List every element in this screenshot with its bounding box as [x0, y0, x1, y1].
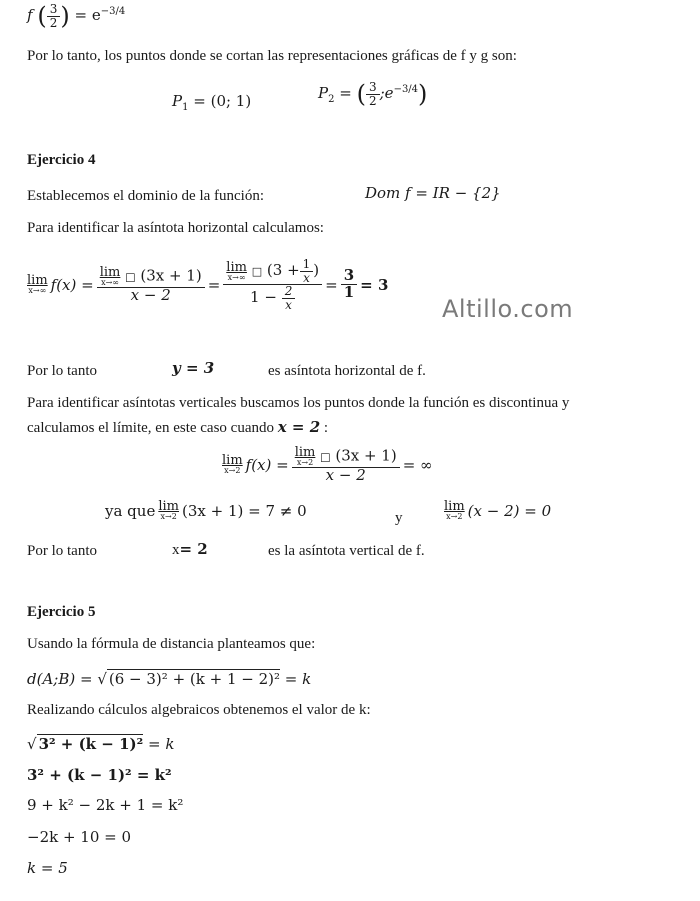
- frac1-den: x − 2: [130, 285, 171, 304]
- lim-label: lim: [99, 264, 121, 280]
- inner-num: 2: [282, 285, 296, 299]
- distance-radicand: (6 − 3)² + (k + 1 − 2)²: [108, 670, 281, 688]
- exponent: −3/4: [100, 6, 126, 17]
- points-intro: Por lo tanto, los puntos donde se cortan las representaciones gráficas de f y g son:: [27, 48, 517, 64]
- lim-operator: [226, 261, 247, 282]
- lim-operator: [100, 266, 121, 287]
- lim2-num-text: (3x + 1): [335, 446, 397, 465]
- frac2-num-a: (3 +: [266, 261, 300, 280]
- ex5-heading: Ejercicio 5: [27, 604, 96, 620]
- lim-label: lim: [222, 453, 243, 469]
- ya-que-formula: (3x + 1) = 7 ≠ 0: [181, 501, 307, 520]
- horizontal-text: Para identificar la asíntota horizontal calculamos:: [27, 220, 324, 236]
- y-conjunction: y: [395, 510, 403, 526]
- frac3: [341, 268, 357, 301]
- step1-rest: = k: [147, 735, 175, 753]
- frac1: [97, 266, 205, 304]
- p1-label: P: [172, 92, 183, 110]
- frac1-num: [97, 266, 205, 288]
- vertical-text-2-body: calculamos el límite, en este caso cuando: [27, 420, 274, 436]
- eq1: =: [207, 275, 221, 294]
- step-4: −2k + 10 = 0: [27, 828, 132, 846]
- denominator: 2: [49, 15, 58, 30]
- vertical-text-2: [27, 418, 328, 437]
- vertical-limit: [222, 446, 433, 484]
- distance-lhs: d(A;B) =: [27, 670, 93, 688]
- horizontal-limit: [27, 258, 388, 311]
- lim2-num: [292, 446, 400, 468]
- eq2: =: [325, 275, 338, 294]
- f-symbol: f: [27, 6, 33, 24]
- lim-label: lim: [444, 499, 465, 514]
- conclusion-b: es asíntota horizontal de f.: [268, 363, 426, 379]
- numerator: 3: [47, 3, 61, 17]
- and-formula: (x − 2) = 0: [467, 501, 552, 520]
- frac2: [223, 258, 322, 311]
- eq3: = 3: [360, 275, 389, 294]
- ya-que-expr: [105, 500, 307, 521]
- vert-conclusion-formula: [172, 540, 208, 559]
- denominator: 2: [368, 93, 377, 108]
- p2-sub: 2: [328, 94, 335, 105]
- watermark: Altillo.com: [442, 295, 574, 323]
- lim-sub: x→∞: [28, 286, 47, 296]
- box-glyph: □: [251, 265, 263, 279]
- frac3-num: 3: [341, 268, 357, 285]
- vert-formula: = 2: [179, 540, 208, 558]
- frac3-den: 1: [343, 283, 355, 302]
- box-glyph: □: [125, 270, 136, 284]
- ya-que-text: ya que: [105, 501, 156, 520]
- lim-sub: x→∞: [227, 272, 246, 282]
- lim-sub: x→2: [160, 512, 177, 521]
- rhs: = e: [74, 6, 101, 24]
- and-expr: [444, 500, 551, 521]
- lim-operator: [295, 446, 316, 467]
- lim-operator: [222, 454, 243, 475]
- p1-sub: 1: [182, 102, 189, 113]
- lim2-den: x − 2: [325, 466, 366, 484]
- lim-f: f(x) =: [50, 275, 94, 294]
- left-paren: (: [37, 2, 47, 30]
- inner-den: x: [285, 297, 292, 312]
- lim-label: lim: [226, 259, 247, 275]
- step-1: √ 3² + (k − 1)² = k: [27, 735, 175, 753]
- lim2-frac: [292, 446, 400, 484]
- frac2-num-d: ): [313, 261, 320, 280]
- inner-num: 1: [300, 258, 314, 272]
- calc-text: Realizando cálculos algebraicos obtenemos el valor de k:: [27, 702, 371, 718]
- conclusion-a: Por lo tanto: [27, 363, 97, 379]
- lim-label: lim: [158, 499, 179, 514]
- lim-operator: [27, 274, 48, 295]
- lim-label: lim: [294, 445, 316, 460]
- p1-value: = (0; 1): [193, 92, 252, 110]
- top-formula: [27, 2, 125, 30]
- vertical-text-1: Para identificar asíntotas verticales buscamos los puntos donde la función es discontinua y: [27, 395, 570, 411]
- point-p1: [172, 92, 251, 113]
- inner-den: x: [303, 270, 310, 285]
- frac2-den: [247, 285, 298, 311]
- distance-rhs: = k: [284, 670, 312, 688]
- ex4-heading: Ejercicio 4: [27, 152, 96, 168]
- step1-radicand: 3² + (k − 1)²: [38, 735, 144, 753]
- lim-sub: x→2: [224, 466, 241, 476]
- frac2-num: [223, 258, 322, 285]
- lim-sub: x→2: [446, 512, 463, 521]
- lim-label: lim: [27, 273, 48, 289]
- box-glyph: □: [320, 450, 331, 464]
- vert-x: x: [172, 542, 180, 558]
- lim-operator: [444, 500, 465, 521]
- lim-operator: [158, 500, 179, 521]
- right-paren: ): [418, 80, 428, 108]
- left-paren: (: [356, 80, 366, 108]
- fraction: [366, 81, 380, 107]
- conclusion-formula: y = 3: [172, 359, 215, 377]
- ex5-intro: Usando la fórmula de distancia planteamos que:: [27, 636, 316, 652]
- domain-text: Establecemos el dominio de la función:: [27, 188, 265, 204]
- vertical-colon: :: [323, 420, 329, 436]
- right-paren: ): [60, 2, 70, 30]
- lim2-f: f(x) =: [245, 455, 289, 474]
- domain-formula: Dom f = IR − {2}: [365, 184, 501, 202]
- lim2-result: = ∞: [402, 455, 433, 474]
- vertical-x: x = 2: [277, 418, 321, 436]
- lim-sub: x→∞: [101, 277, 119, 287]
- frac1-num-text: (3x + 1): [140, 266, 202, 285]
- vert-conclusion-b: es la asíntota vertical de f.: [268, 543, 425, 559]
- fraction: [47, 3, 61, 29]
- step-5: k = 5: [27, 859, 68, 877]
- p2-eq: =: [339, 84, 352, 102]
- p2-label: P: [318, 84, 329, 102]
- step-3: 9 + k² − 2k + 1 = k²: [27, 796, 184, 814]
- numerator: 3: [366, 81, 380, 95]
- point-p2: [318, 80, 427, 108]
- p2-rest: ;e: [379, 84, 394, 102]
- distance-formula: d(A;B) = √ (6 − 3)² + (k + 1 − 2)² = k: [27, 670, 312, 688]
- inner-frac: [300, 258, 314, 284]
- frac2-den-a: 1 −: [250, 288, 277, 307]
- lim-sub: x→2: [296, 458, 314, 467]
- step-2: 3² + (k − 1)² = k²: [27, 766, 172, 784]
- vert-conclusion-a: Por lo tanto: [27, 543, 97, 559]
- inner-frac: [282, 285, 296, 311]
- exponent: −3/4: [393, 84, 419, 95]
